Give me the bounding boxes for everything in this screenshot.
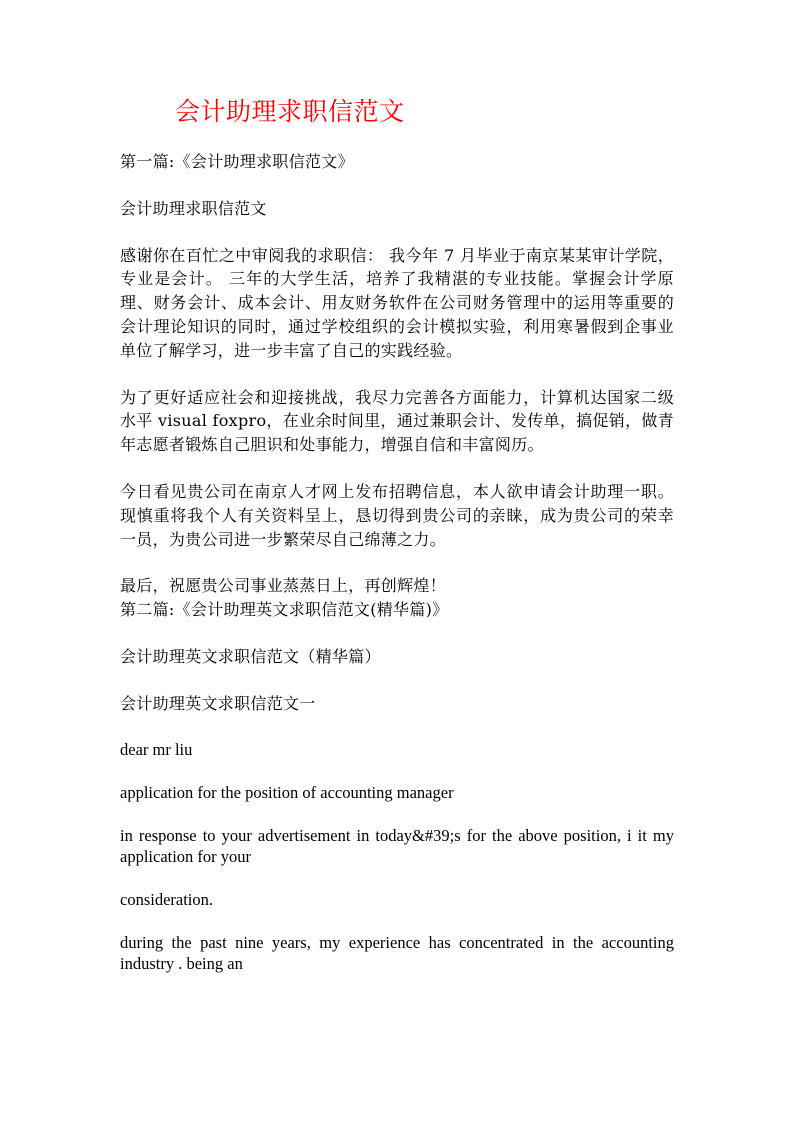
- body-paragraph: during the past nine years, my experience has concentrated in the accounting industry . being an: [120, 932, 674, 973]
- document-body: [120, 150, 674, 996]
- section-heading: 第一篇:《会计助理求职信范文》: [120, 152, 354, 171]
- salutation: dear mr liu: [120, 739, 193, 759]
- section-heading: 第二篇:《会计助理英文求职信范文(精华篇)》: [120, 600, 449, 620]
- letter-title: 会计助理英文求职信范文（精华篇）: [120, 646, 381, 666]
- body-paragraph: 今日看见贵公司在南京人才网上发布招聘信息，本人欲申请会计助理一职。现慎重将我个人有关资料呈上，恳切得到贵公司的亲睐，成为贵公司的荣幸一员，为贵公司进一步繁荣尽自己绵薄之力。: [120, 481, 674, 549]
- letter-subtitle: 会计助理英文求职信范文一: [120, 693, 316, 713]
- body-paragraph: in response to your advertisement in today&#39;s for the above position, i it my application for your: [120, 825, 674, 866]
- body-paragraph: consideration.: [120, 889, 214, 909]
- body-paragraph: 为了更好适应社会和迎接挑战，我尽力完善各方面能力，计算机达国家二级水平 visual foxpro，在业余时间里，通过兼职会计、发传单，搞促销，做青年志愿者锻炼自己胆识和处事能力，增强自信和丰富阅历。: [120, 387, 674, 455]
- closing-paragraph: 最后，祝愿贵公司事业蒸蒸日上，再创辉煌！: [120, 576, 447, 596]
- body-paragraph: 感谢你在百忙之中审阅我的求职信： 我今年 7 月毕业于南京某某审计学院，专业是会计。 三年的大学生活，培养了我精湛的专业技能。掌握会计学原理、财务会计、成本会计、用友财务软件在公司财务管理中的运用等重要的会计理论知识的同时，通过学校组织的会计模拟实验，利用寒暑假到企事业单位了解学习，进一步丰富了自己的实践经验。: [120, 245, 674, 360]
- letter-title: 会计助理求职信范文: [120, 198, 267, 218]
- subject-line: application for the position of accounting manager: [120, 782, 454, 802]
- document-title: 会计助理求职信范文: [175, 97, 405, 126]
